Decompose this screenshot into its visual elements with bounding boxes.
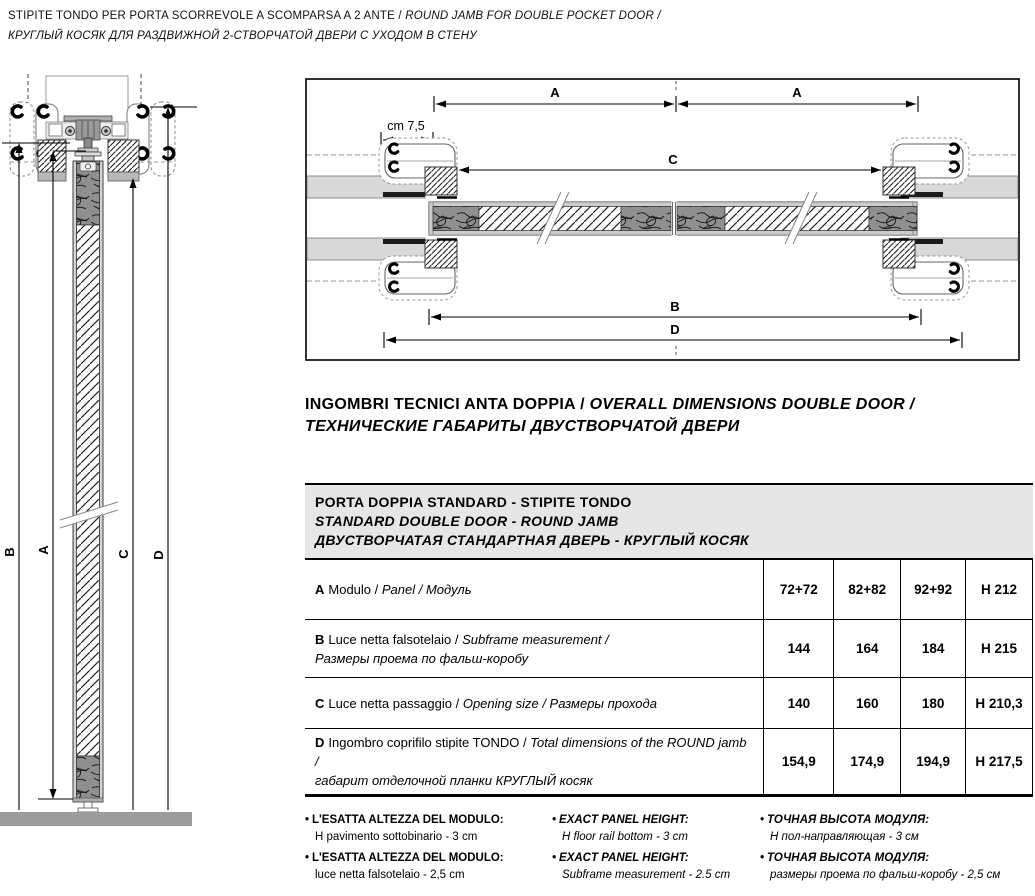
footnote-title: ТОЧНАЯ ВЫСОТА МОДУЛЯ:: [767, 814, 930, 826]
door-panel-section: [60, 161, 118, 802]
bullet-icon: •: [552, 814, 557, 826]
row-label-russian: Модуль: [425, 582, 472, 597]
plan-dim-d: D: [670, 322, 680, 337]
row-label-russian-line2: Размеры проема по фальш-коробу: [315, 650, 529, 666]
value-cell: 164: [834, 620, 901, 677]
table-header-english: STANDARD DOUBLE DOOR - ROUND JAMB: [315, 513, 619, 529]
footnote-item: [552, 850, 757, 883]
row-key: D: [315, 735, 325, 750]
footnote-text: Н пол-направляющая - 3 см: [770, 830, 919, 843]
value-cell: 154,9: [764, 729, 834, 794]
row-label-russian-line2: габарит отделочной планки КРУГЛЫЙ косяк: [315, 773, 593, 788]
value-cell: 180: [901, 678, 966, 728]
bullet-icon: •: [305, 852, 310, 864]
row-key: A: [315, 582, 325, 597]
footnote-text: H pavimento sottobinario - 3 cm: [315, 830, 478, 843]
footnote-text: Subframe measurement - 2.5 cm: [562, 868, 731, 881]
footnotes-italian: [305, 812, 545, 888]
value-cell: H 217,5: [975, 754, 1023, 769]
row-label-english: Subframe measurement /: [462, 631, 609, 647]
footnote-title: EXACT PANEL HEIGHT:: [559, 814, 689, 826]
footnote-item: [305, 812, 545, 845]
bullet-icon: •: [760, 814, 765, 826]
row-label: [305, 620, 764, 677]
table-row: [305, 620, 1032, 678]
section-heading-line1: [305, 394, 1025, 416]
table-header-russian: ДВУСТВОРЧАТАЯ СТАНДАРТНАЯ ДВЕРЬ - КРУГЛЫЙ КОСЯК: [315, 532, 749, 548]
floor-guide: [78, 802, 98, 812]
footnote-title: L'ESATTA ALTEZZA DEL MODULO:: [312, 814, 504, 826]
section-heading-english: OVERALL DIMENSIONS DOUBLE DOOR /: [589, 396, 915, 413]
dim-label-b: B: [2, 547, 17, 557]
footnote-item: [760, 850, 1033, 883]
dim-label-c: C: [116, 549, 131, 559]
wood-grain-bottom: [77, 756, 100, 800]
row-label-italian: Luce netta passaggio /: [328, 695, 463, 711]
page-title-line2: КРУГЛЫЙ КОСЯК ДЛЯ РАЗДВИЖНОЙ 2-СТВОРЧАТОЙ ДВЕРИ С УХОДОМ В СТЕНУ: [8, 30, 477, 42]
page-title-line1: [8, 6, 708, 26]
row-label-russian: Размеры прохода: [549, 695, 657, 711]
footnotes-russian: [760, 812, 1033, 888]
value-cell: 82+82: [834, 560, 901, 619]
row-label-english: Panel /: [381, 582, 426, 597]
vertical-section-diagram: [0, 58, 202, 830]
value-cell: 72+72: [764, 560, 834, 619]
footnote-item: [552, 812, 757, 845]
plan-view-diagram: [305, 78, 1020, 361]
value-cell: 194,9: [901, 729, 966, 794]
footnote-title: EXACT PANEL HEIGHT:: [559, 852, 689, 864]
footnote-text: luce netta falsotelaio - 2,5 cm: [315, 868, 465, 881]
section-heading: [305, 394, 1025, 438]
value-cell: 92+92: [901, 560, 966, 619]
jamb-width-label: cm 7,5: [387, 119, 425, 133]
row-label-italian: Modulo /: [328, 582, 382, 597]
value-cell: 140: [764, 678, 834, 728]
panel-core-hatch: [77, 225, 100, 756]
row-label-italian: Ingombro coprifilo stipite TONDO /: [328, 735, 531, 750]
floor-bar: [0, 812, 192, 826]
title-english: ROUND JAMB FOR DOUBLE POCKET DOOR /: [405, 10, 661, 22]
footnote-item: [305, 850, 545, 883]
title-italian: STIPITE TONDO PER PORTA SCORREVOLE A SCOMPARSA A 2 ANTE /: [8, 10, 406, 22]
value-cell: 144: [764, 620, 834, 677]
row-label: [305, 729, 764, 794]
table-row: [305, 560, 1032, 620]
footnote-text: размеры проема по фальш-коробу - 2,5 см: [770, 868, 1001, 881]
value-cell: 174,9: [834, 729, 901, 794]
table-row: [305, 678, 1032, 729]
section-heading-line2: ТЕХНИЧЕСКИЕ ГАБАРИТЫ ДВУСТВОРЧАТОЙ ДВЕРИ: [305, 418, 740, 435]
row-key: B: [315, 631, 325, 647]
section-heading-italian: INGOMBRI TECNICI ANTA DOPPIA /: [305, 396, 590, 413]
bullet-icon: •: [305, 814, 310, 826]
footnotes-english: [552, 812, 757, 888]
row-label: [305, 560, 764, 619]
value-cell: H 215: [981, 641, 1018, 656]
bullet-icon: •: [552, 852, 557, 864]
value-cell: 160: [834, 678, 901, 728]
footnote-text: H floor rail bottom - 3 cm: [562, 830, 688, 843]
page-title: [8, 6, 708, 46]
spec-table: [305, 483, 1033, 797]
plan-dim-b: B: [670, 299, 680, 314]
bullet-icon: •: [760, 852, 765, 864]
table-body: [305, 560, 1033, 797]
dim-label-d: D: [151, 550, 166, 560]
plan-dim-c: C: [668, 152, 678, 167]
row-key: C: [315, 695, 325, 711]
row-label-english: Total dimensions of the ROUND jamb /: [315, 735, 747, 769]
row-label: [305, 678, 764, 728]
plan-dim-a-left: A: [550, 85, 560, 100]
value-cell: H 212: [981, 582, 1018, 597]
value-cell: 184: [901, 620, 966, 677]
row-label-italian: Luce netta falsotelaio /: [328, 631, 463, 647]
table-row: [305, 729, 1032, 797]
plan-dim-a-right: A: [792, 85, 802, 100]
footnote-item: [760, 812, 1033, 845]
table-header: [305, 483, 1033, 560]
footnote-title: ТОЧНАЯ ВЫСОТА МОДУЛЯ:: [767, 852, 930, 864]
dim-label-a: A: [36, 545, 51, 555]
table-header-italian: PORTA DOPPIA STANDARD - STIPITE TONDO: [315, 494, 632, 510]
row-label-english: Opening size /: [462, 695, 550, 711]
footnote-title: L'ESATTA ALTEZZA DEL MODULO:: [312, 852, 504, 864]
value-cell: H 210,3: [975, 695, 1023, 711]
